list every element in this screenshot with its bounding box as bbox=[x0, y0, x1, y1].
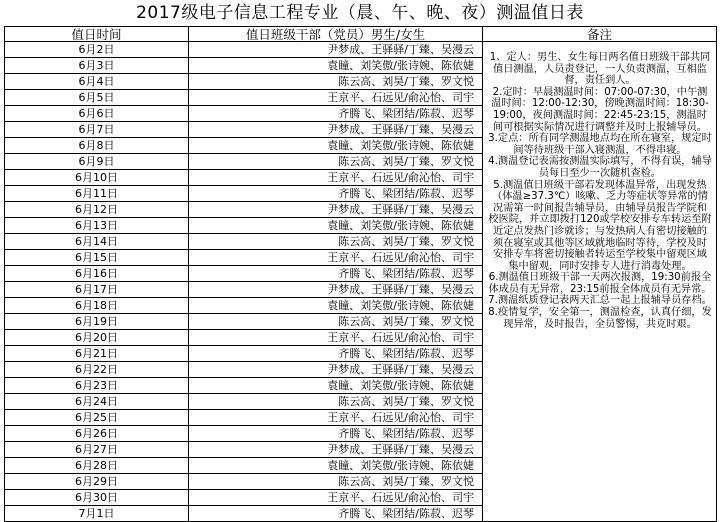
header-notes: 备注 bbox=[483, 27, 717, 42]
duty-cadres: 陈云高、刘昊/丁臻、罗文悦 bbox=[189, 314, 483, 330]
duty-cadres: 袁瞳、刘笑傲/张诗婉、陈依婕 bbox=[189, 138, 483, 154]
duty-date: 6月8日 bbox=[5, 138, 189, 154]
duty-cadres: 陈云高、刘昊/丁臻、罗文悦 bbox=[189, 234, 483, 250]
note-item: 5.测温值日班级干部若发现体温异常，出现发热（体温≥37.3℃）咳嗽、乏力等症状等异常的情况需第一时间报告辅导员，由辅导员报告学院和校医院，并立即拨打120或学校安排专车转运至附近定点发热门诊就诊；与发热病人有密切接触的须在寝室或其他等区域就地临时等待，学校及时安排专车将密切接触者转运至学校集中留观区域集中留观，同时安排专人进行消毒处理。 bbox=[488, 179, 712, 272]
duty-date: 6月16日 bbox=[5, 266, 189, 282]
duty-date: 6月14日 bbox=[5, 234, 189, 250]
note-item: 4.测温登记表需按测温实际填写，不得有误，辅导员每日至少一次随机查检。 bbox=[488, 156, 712, 179]
duty-date: 6月23日 bbox=[5, 378, 189, 394]
duty-cadres: 齐腾飞、梁团结/陈菽、迟琴 bbox=[189, 346, 483, 362]
duty-cadres: 王京平、石远见/俞沁怡、司宇 bbox=[189, 490, 483, 506]
schedule-title: 2017级电子信息工程专业（晨、午、晚、夜）测温值日表 bbox=[136, 3, 584, 23]
header-cadre: 值日班级干部（党员）男生/女生 bbox=[189, 27, 483, 42]
note-item: 7.测温纸质登记表两天汇总一起上报辅导员存档。 bbox=[488, 295, 712, 307]
duty-date: 6月25日 bbox=[5, 410, 189, 426]
note-item: 3.定点：所有同学测温地点均在所在寝室，规定时间等待班级干部入寝测温，不得串寝。 bbox=[488, 133, 712, 156]
duty-cadres: 齐腾飞、梁团结/陈菽、迟琴 bbox=[189, 506, 483, 522]
header-date: 值日时间 bbox=[5, 27, 189, 42]
duty-cadres: 陈云高、刘昊/丁臻、罗文悦 bbox=[189, 154, 483, 170]
duty-date: 6月2日 bbox=[5, 42, 189, 58]
note-item: 8.疫情复学，安全第一，测温检查，认真仔细，发现异常，及时报告，全员警惕，共克时艰。 bbox=[488, 307, 712, 330]
duty-cadres: 尹梦成、王驿驿/丁臻、吴漫云 bbox=[189, 42, 483, 58]
duty-date: 6月6日 bbox=[5, 106, 189, 122]
duty-date: 6月11日 bbox=[5, 186, 189, 202]
duty-cadres: 王京平、石远见/俞沁怡、司宇 bbox=[189, 90, 483, 106]
duty-date: 6月17日 bbox=[5, 282, 189, 298]
duty-cadres: 袁瞳、刘笑傲/张诗婉、陈依婕 bbox=[189, 458, 483, 474]
duty-cadres: 齐腾飞、梁团结/陈菽、迟琴 bbox=[189, 186, 483, 202]
notes-cell bbox=[483, 42, 717, 522]
duty-cadres: 袁瞳、刘笑傲/张诗婉、陈依婕 bbox=[189, 58, 483, 74]
duty-cadres: 尹梦成、王驿驿/丁臻、吴漫云 bbox=[189, 282, 483, 298]
duty-cadres: 袁瞳、刘笑傲/张诗婉、陈依婕 bbox=[189, 298, 483, 314]
duty-date: 6月19日 bbox=[5, 314, 189, 330]
duty-date: 6月26日 bbox=[5, 426, 189, 442]
duty-cadres: 尹梦成、王驿驿/丁臻、吴漫云 bbox=[189, 202, 483, 218]
table-row bbox=[5, 42, 717, 58]
duty-cadres: 陈云高、刘昊/丁臻、罗文悦 bbox=[189, 394, 483, 410]
duty-date: 6月27日 bbox=[5, 442, 189, 458]
duty-cadres: 尹梦成、王驿驿/丁臻、吴漫云 bbox=[189, 442, 483, 458]
duty-cadres: 尹梦成、王驿驿/丁臻、吴漫云 bbox=[189, 362, 483, 378]
duty-date: 6月24日 bbox=[5, 394, 189, 410]
duty-cadres: 尹梦成、王驿驿/丁臻、吴漫云 bbox=[189, 122, 483, 138]
duty-cadres: 王京平、石远见/俞沁怡、司宇 bbox=[189, 410, 483, 426]
duty-date: 6月20日 bbox=[5, 330, 189, 346]
duty-cadres: 袁瞳、刘笑傲/张诗婉、陈依婕 bbox=[189, 218, 483, 234]
header-row bbox=[5, 27, 717, 42]
duty-date: 6月7日 bbox=[5, 122, 189, 138]
duty-date: 6月29日 bbox=[5, 474, 189, 490]
duty-schedule-table bbox=[4, 26, 717, 522]
duty-date: 6月22日 bbox=[5, 362, 189, 378]
duty-date: 6月3日 bbox=[5, 58, 189, 74]
duty-cadres: 王京平、石远见/俞沁怡、司宇 bbox=[189, 170, 483, 186]
duty-date: 7月1日 bbox=[5, 506, 189, 522]
duty-date: 6月18日 bbox=[5, 298, 189, 314]
duty-cadres: 王京平、石远见/俞沁怡、司宇 bbox=[189, 330, 483, 346]
duty-cadres: 陈云高、刘昊/丁臻、罗文悦 bbox=[189, 474, 483, 490]
duty-date: 6月28日 bbox=[5, 458, 189, 474]
duty-cadres: 陈云高、刘昊/丁臻、罗文悦 bbox=[189, 74, 483, 90]
duty-cadres: 王京平、石远见/俞沁怡、司宇 bbox=[189, 250, 483, 266]
note-item: 6.测温值日班级干部一天两次报测，19:30前报全体成员有无异常，23:15前报全体成员有无异常。 bbox=[488, 272, 712, 295]
duty-date: 6月5日 bbox=[5, 90, 189, 106]
note-item: 2.定时：早晨测温时间：07:00-07:30，中午测温时间：12:00-12:30，傍晚测温时间：18:30-19:00，夜间测温时间：22:45-23:15，测温时间可根据实际情况进行调整并及时上报辅导员。 bbox=[491, 86, 709, 133]
duty-date: 6月13日 bbox=[5, 218, 189, 234]
duty-date: 6月12日 bbox=[5, 202, 189, 218]
duty-cadres: 齐腾飞、梁团结/陈菽、迟琴 bbox=[189, 266, 483, 282]
duty-date: 6月9日 bbox=[5, 154, 189, 170]
note-item: 1、定人：男生、女生每日两名值日班级干部共同值日测温，人员责登记，一人负责测温，互相监督，责任到人。 bbox=[489, 52, 711, 87]
duty-date: 6月10日 bbox=[5, 170, 189, 186]
duty-cadres: 袁瞳、刘笑傲/张诗婉、陈依婕 bbox=[189, 378, 483, 394]
duty-cadres: 齐腾飞、梁团结/陈菽、迟琴 bbox=[189, 106, 483, 122]
duty-date: 6月21日 bbox=[5, 346, 189, 362]
duty-cadres: 齐腾飞、梁团结/陈菽、迟琴 bbox=[189, 426, 483, 442]
duty-date: 6月30日 bbox=[5, 490, 189, 506]
duty-date: 6月4日 bbox=[5, 74, 189, 90]
duty-date: 6月15日 bbox=[5, 250, 189, 266]
